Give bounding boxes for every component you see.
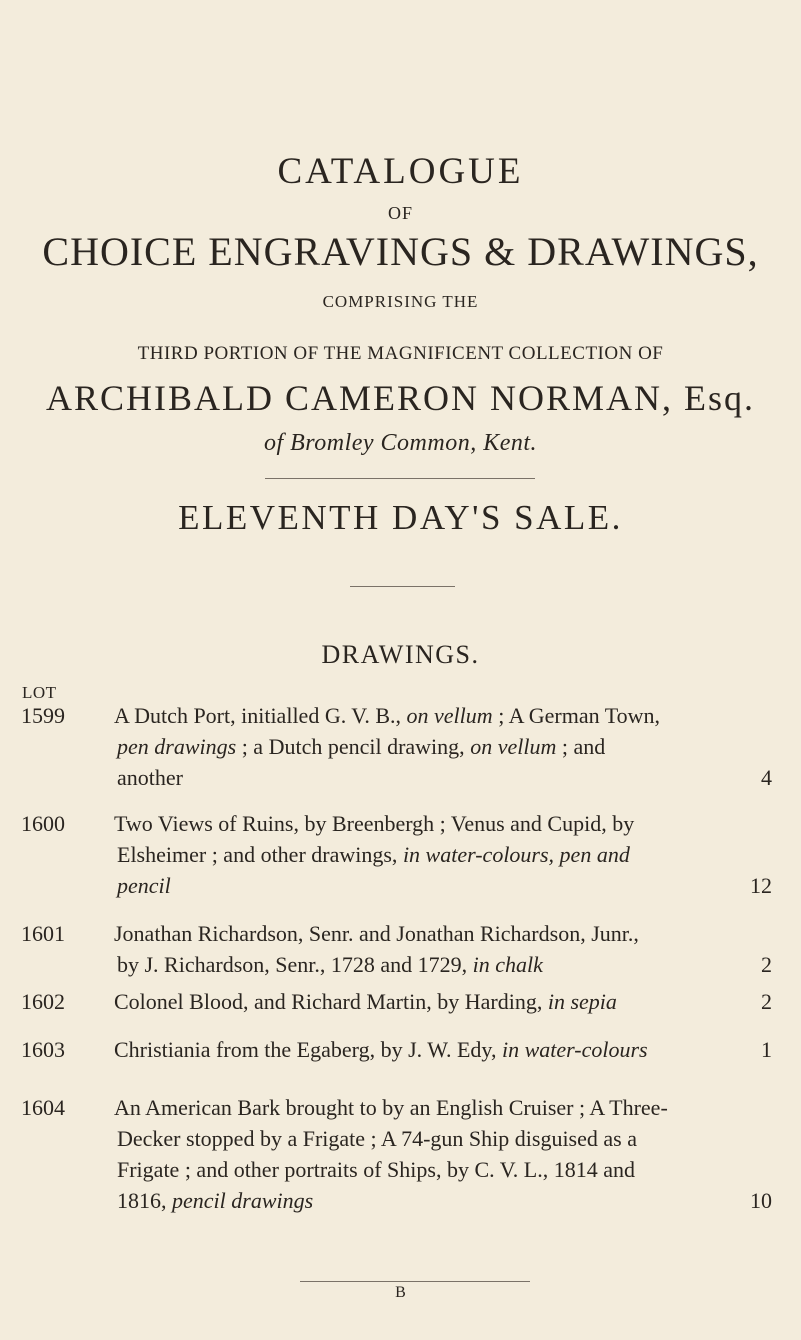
- lot-description: [114, 700, 742, 793]
- lot-number: 1603: [21, 1037, 65, 1062]
- footer-rule: [300, 1281, 530, 1282]
- lot-description: [114, 1092, 742, 1216]
- lot-description-line: Colonel Blood, and Richard Martin, by Harding, in sepia: [114, 989, 617, 1014]
- lot-description-line: Frigate ; and other portraits of Ships, by C. V. L., 1814 and: [117, 1157, 635, 1182]
- lot-description-line: An American Bark brought to by an English Cruiser ; A Three-: [114, 1095, 668, 1120]
- section-heading: DRAWINGS.: [321, 640, 480, 669]
- lot-column-heading: LOT: [22, 683, 57, 702]
- owner-location: of Bromley Common, Kent.: [263, 430, 538, 456]
- lot-quantity: 2: [761, 952, 772, 977]
- lot-description-line: Two Views of Ruins, by Breenbergh ; Venus and Cupid, by: [114, 811, 635, 836]
- lot-description-line: Elsheimer ; and other drawings, in water-colours, pen and: [117, 842, 630, 867]
- divider-rule-short: [350, 586, 455, 587]
- lot-description-line: pen drawings ; a Dutch pencil drawing, on vellum ; and: [117, 734, 606, 759]
- owner-name: ARCHIBALD CAMERON NORMAN, Esq.: [45, 378, 756, 418]
- lot-description: [114, 918, 742, 980]
- of-line: OF: [387, 203, 413, 223]
- lot-description-line: A Dutch Port, initialled G. V. B., on vellum ; A German Town,: [114, 703, 661, 728]
- lot-number: 1601: [21, 921, 65, 946]
- lot-number: 1602: [21, 989, 65, 1014]
- lot-description-line: Decker stopped by a Frigate ; A 74-gun Ship disguised as a: [117, 1126, 637, 1151]
- sale-title: ELEVENTH DAY'S SALE.: [178, 498, 623, 537]
- lot-quantity: 2: [761, 989, 772, 1014]
- lot-description-line: Jonathan Richardson, Senr. and Jonathan Richardson, Junr.,: [114, 921, 639, 946]
- catalogue-title: CATALOGUE: [277, 151, 524, 192]
- lot-quantity: 4: [761, 765, 772, 790]
- lot-description-line: 1816, pencil drawings: [117, 1188, 314, 1213]
- lot-description: [114, 1034, 742, 1065]
- lot-description-line: another: [117, 765, 183, 790]
- lot-number: 1604: [21, 1095, 65, 1120]
- lot-description-line: by J. Richardson, Senr., 1728 and 1729, in chalk: [117, 952, 543, 977]
- comprising-line: COMPRISING THE: [322, 292, 479, 311]
- lot-number: 1600: [21, 811, 65, 836]
- engravings-title: CHOICE ENGRAVINGS & DRAWINGS,: [42, 229, 759, 274]
- lot-quantity: 1: [761, 1037, 772, 1062]
- signature-mark: B: [395, 1284, 406, 1301]
- lot-description-line: pencil: [117, 873, 171, 898]
- lot-description: [114, 986, 742, 1017]
- lot-description-line: Christiania from the Egaberg, by J. W. Edy, in water-colours: [114, 1037, 648, 1062]
- lot-description: [114, 808, 742, 901]
- lot-quantity: 12: [750, 873, 772, 898]
- divider-rule: [265, 478, 535, 479]
- third-portion-line: THIRD PORTION OF THE MAGNIFICENT COLLECTION OF: [137, 343, 664, 364]
- lot-quantity: 10: [750, 1188, 772, 1213]
- lot-number: 1599: [21, 703, 65, 728]
